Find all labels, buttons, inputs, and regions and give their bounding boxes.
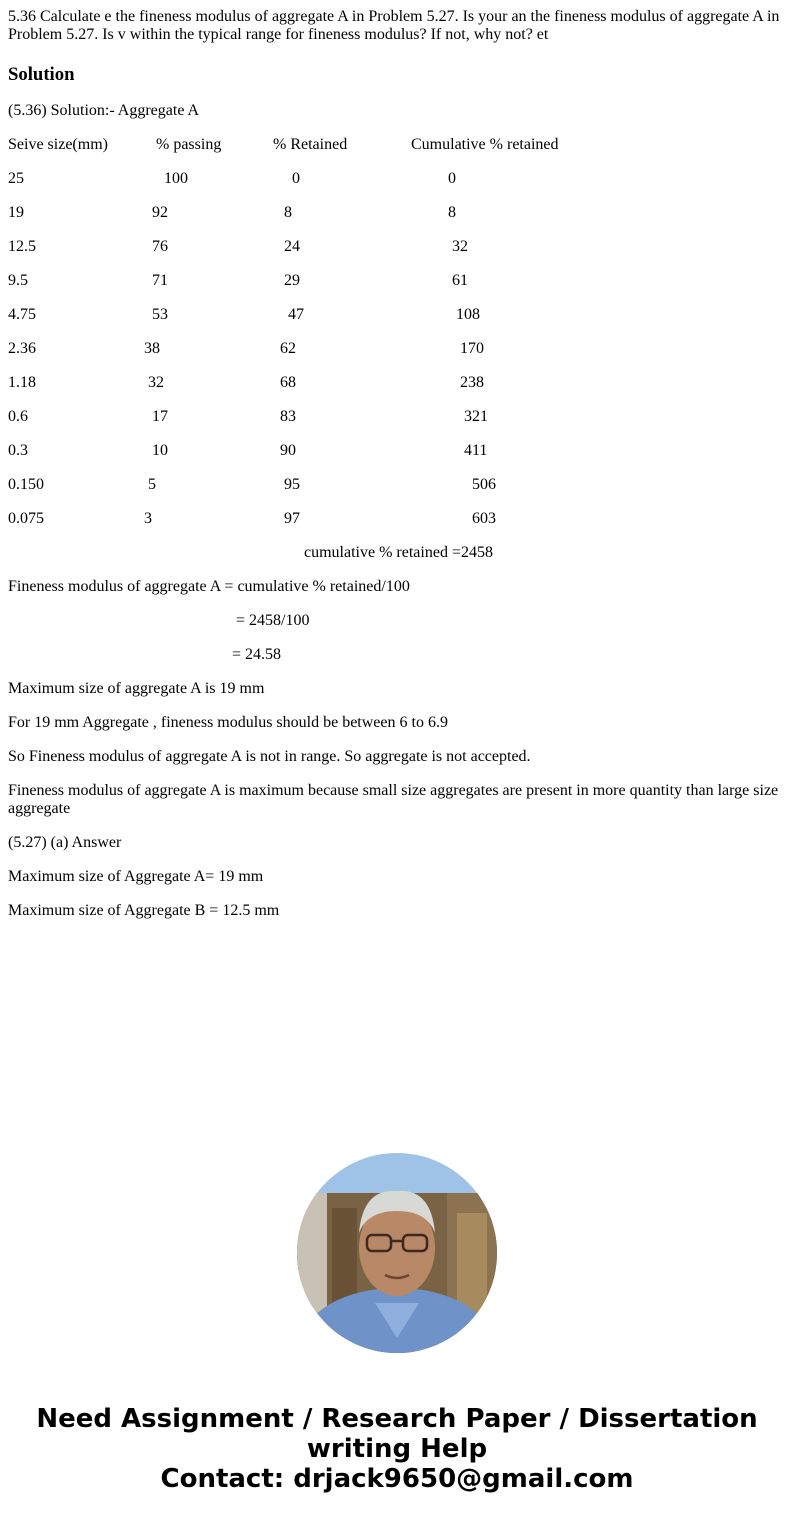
table-cell: 32	[148, 374, 164, 391]
solution-heading: Solution	[8, 64, 75, 85]
table-cell: 61	[452, 272, 468, 289]
table-cell: 17	[152, 408, 168, 425]
portrait-image	[297, 1153, 497, 1353]
table-cell: 1.18	[8, 374, 36, 391]
table-cell: 0	[292, 170, 300, 187]
range-note: For 19 mm Aggregate , fineness modulus should be between 6 to 6.9	[8, 714, 448, 731]
table-cell: 24	[284, 238, 300, 255]
table-cell: 5	[148, 476, 156, 493]
table-cell: 62	[280, 340, 296, 357]
table-cell: 108	[456, 306, 480, 323]
table-cell: 0.6	[8, 408, 28, 425]
footer-line-1: Need Assignment / Research Paper / Dissertation	[36, 1404, 758, 1434]
fm-formula: Fineness modulus of aggregate A = cumulative % retained/100	[8, 578, 410, 595]
table-cell: 71	[152, 272, 168, 289]
table-cell: 0.3	[8, 442, 28, 459]
reason: Fineness modulus of aggregate A is maximum because small size aggregates are present in more quantity than large size aggregate	[8, 782, 779, 817]
table-cell: 100	[164, 170, 188, 187]
table-header-sieve: Seive size(mm)	[8, 136, 108, 153]
table-cell: 47	[288, 306, 304, 323]
table-cell: 0.150	[8, 476, 44, 493]
answer-a: Maximum size of Aggregate A= 19 mm	[8, 868, 264, 885]
table-cell: 8	[448, 204, 456, 221]
footer-contact-email: Contact: drjack9650@gmail.com	[160, 1464, 634, 1494]
table-cell: 9.5	[8, 272, 28, 289]
table-header-cumulative: Cumulative % retained	[411, 136, 559, 153]
fm-step-2: = 24.58	[232, 646, 282, 663]
table-header-passing: % passing	[156, 136, 222, 153]
table-cell: 2.36	[8, 340, 36, 357]
table-cell: 97	[284, 510, 300, 527]
answer-heading: (5.27) (a) Answer	[8, 834, 122, 851]
table-cell: 603	[472, 510, 496, 527]
author-photo	[297, 1153, 497, 1353]
table-cell: 83	[280, 408, 296, 425]
footer-line-2: writing Help	[306, 1434, 488, 1464]
table-cell: 12.5	[8, 238, 36, 255]
table-cell: 25	[8, 170, 24, 187]
table-cell: 170	[460, 340, 484, 357]
answer-b: Maximum size of Aggregate B = 12.5 mm	[8, 902, 280, 919]
table-cell: 238	[460, 374, 484, 391]
table-cell: 92	[152, 204, 168, 221]
table-cell: 53	[152, 306, 168, 323]
table-cell: 3	[144, 510, 152, 527]
table-cell: 19	[8, 204, 24, 221]
max-size-a: Maximum size of aggregate A is 19 mm	[8, 680, 265, 697]
table-cell: 0	[448, 170, 456, 187]
table-cell: 32	[452, 238, 468, 255]
table-cell: 90	[280, 442, 296, 459]
table-cell: 411	[464, 442, 488, 459]
table-cell: 29	[284, 272, 300, 289]
table-header-retained: % Retained	[273, 136, 348, 153]
table-cell: 506	[472, 476, 496, 493]
table-cell: 76	[152, 238, 168, 255]
conclusion: So Fineness modulus of aggregate A is not in range. So aggregate is not accepted.	[8, 748, 531, 765]
table-cell: 38	[144, 340, 160, 357]
table-cell: 10	[152, 442, 168, 459]
table-cell: 8	[284, 204, 292, 221]
table-cell: 321	[464, 408, 488, 425]
cumulative-total: cumulative % retained =2458	[304, 544, 493, 561]
fm-step-1: = 2458/100	[236, 612, 310, 629]
question-text: 5.36 Calculate e the fineness modulus of aggregate A in Problem 5.27. Is your an the fineness modulus of aggregate A in Problem 5.27. Is v within the typical range for fineness modulus? If not, why not? et	[8, 8, 780, 43]
footer-contact	[0, 1404, 794, 1494]
solution-intro: (5.36) Solution:- Aggregate A	[8, 102, 200, 119]
table-cell: 68	[280, 374, 296, 391]
table-cell: 95	[284, 476, 300, 493]
table-cell: 4.75	[8, 306, 36, 323]
table-cell: 0.075	[8, 510, 44, 527]
